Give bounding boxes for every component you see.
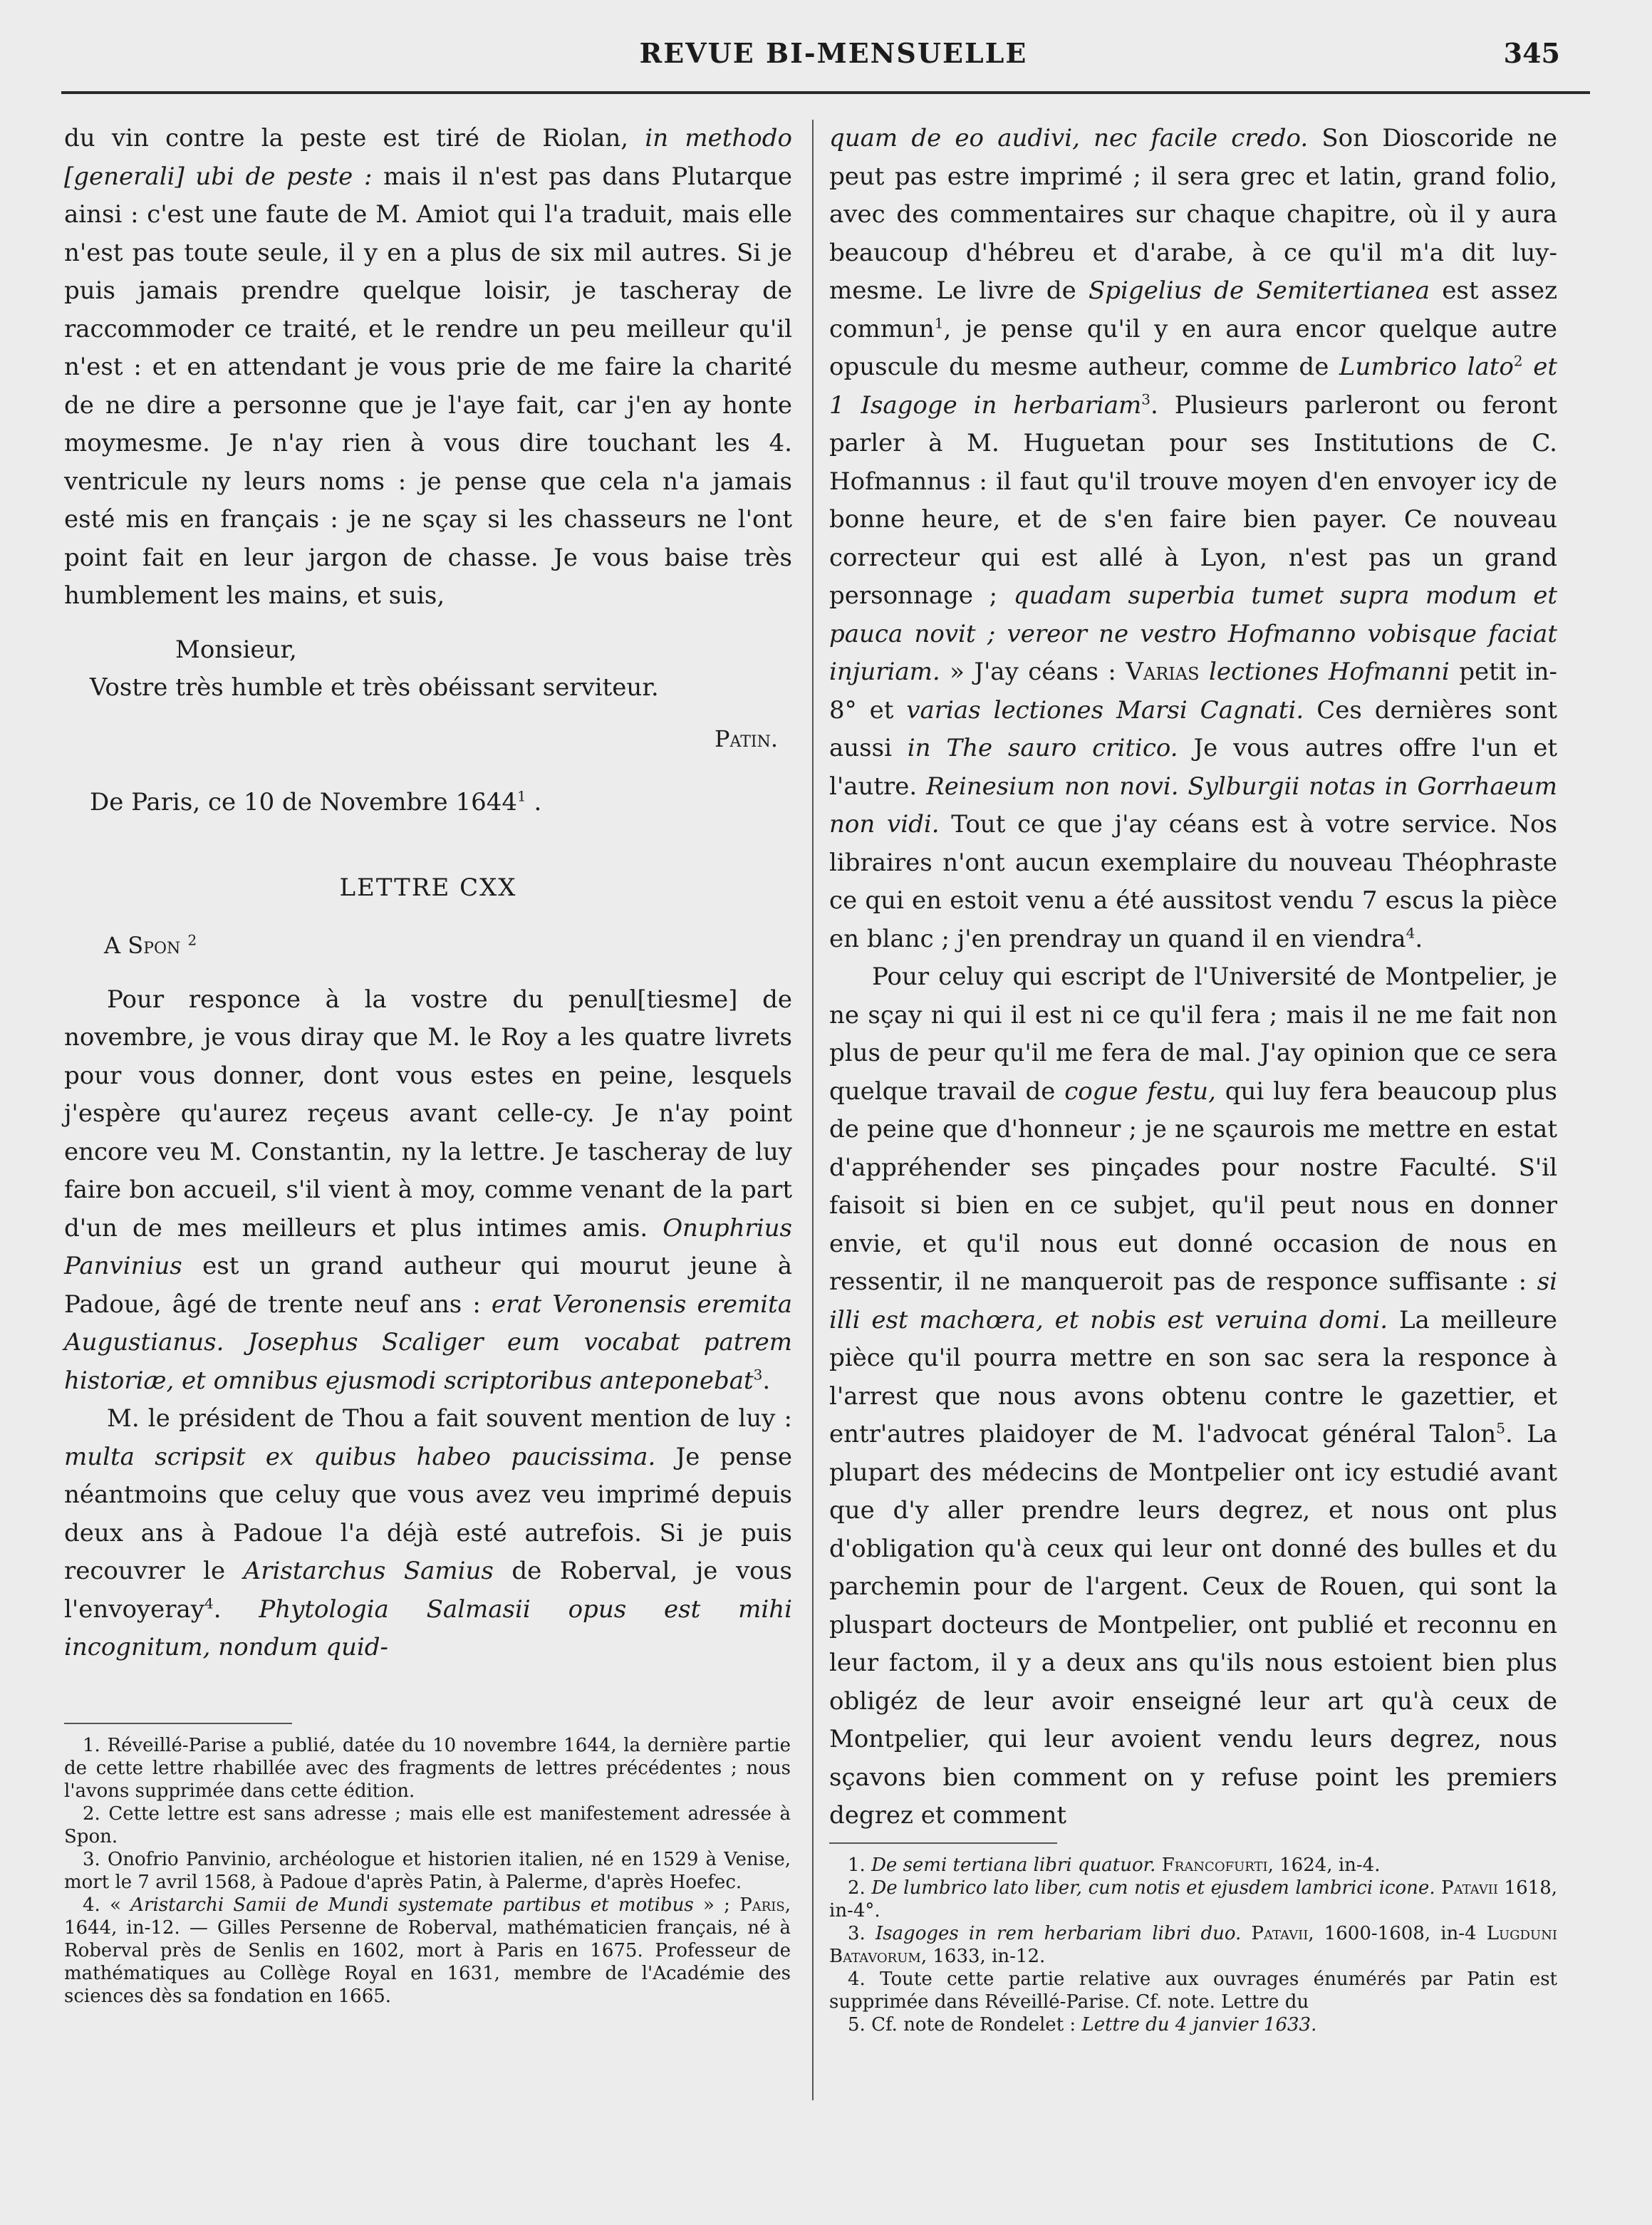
small-caps-run: Francofurti bbox=[1161, 1855, 1268, 1876]
small-caps-run: Varias bbox=[1126, 658, 1200, 686]
italic-run: Lumbrico lato bbox=[1339, 353, 1514, 381]
text-run: 2. Cette lettre est sans adresse ; mais elle est manifestement adressée à Spon. bbox=[64, 1803, 791, 1847]
text-run: Ces dernières sont aussi bbox=[829, 695, 1558, 762]
text-run: 4. Toute cette partie relative aux ouvrages énumérés par Patin est supprimée dans Réveillé-Parise. Cf. note. Lettre du bbox=[829, 1969, 1557, 2013]
text-run: est un grand autheur qui mourut jeune à Padoue, âgé de trente neuf ans : bbox=[64, 1252, 792, 1319]
text-run: . bbox=[1415, 924, 1423, 953]
addressee: A Spon $^2$ bbox=[104, 931, 197, 959]
right-column bbox=[829, 120, 1557, 1835]
paragraph bbox=[64, 981, 792, 1401]
text-run: petit in-8° et bbox=[829, 658, 1558, 725]
text-run bbox=[1523, 353, 1534, 381]
footnote-ref: 2 bbox=[187, 931, 197, 949]
running-title: REVUE BI-MENSUELLE bbox=[639, 37, 1028, 69]
text-run: 1618, in-4°. bbox=[829, 1877, 1557, 1921]
footnote-ref: 2 bbox=[1513, 352, 1523, 370]
text-run: Je vous autres offre l'un et l'autre. bbox=[829, 734, 1557, 801]
italic-run: erat Veronensis eremita Augustianus. Josephus Scaliger eum vocabat patrem historiæ, et omnibus ejusmodi scriptoribus anteponebat bbox=[64, 1290, 792, 1395]
text-run bbox=[1241, 1923, 1251, 1944]
complimentary-close: Vostre très humble et très obéissant serviteur. bbox=[90, 673, 659, 702]
text-run: mais il n'est pas dans Plutarque ainsi : c'est une faute de M. Amiot qui l'a traduit, mais elle n'est pas toute seule, il y en a plus de six mil autres. Si je puis jamais prendre quelque loisir, je tascheray de raccommoder ce traité, et le rendre un peu meilleur qu'il n'est : et en attendant je vous prie de me faire la charité de ne dire a personne que je l'aye fait, car j'en ay honte moymesme. Je n'ay rien à vous dire touchant les 4. ventricule ny leurs noms : je pense que cela n'a jamais esté mis en français : je ne sçay si les chasseurs ne l'ont point fait en leur jargon de chasse. Je vous baise très humblement les mains, et suis, bbox=[64, 162, 792, 610]
footnote-ref: 5 bbox=[1496, 1419, 1505, 1437]
letter-closing bbox=[64, 631, 792, 759]
italic-run: multa scripsit ex quibus habeo paucissima. bbox=[64, 1442, 656, 1471]
text-run: M. le président de Thou a fait souvent mention de luy : bbox=[107, 1404, 792, 1433]
text-run: Pour responce à la vostre du penul[tiesme] de novembre, je vous diray que M. le Roy a les quatre livrets pour vous donner, dont vous estes en peine, lesquels j'espère qu'aurez reçeus avant celle-cy. Je n'ay point encore veu M. Constantin, ny la lettre. Je tascheray de luy faire bon accueil, s'il vient à moy, comme venant de la part d'un de mes meilleurs et plus intimes amis. bbox=[64, 985, 792, 1243]
small-caps-run: Lugduni Batavorum bbox=[829, 1923, 1557, 1967]
left-footnotes bbox=[64, 1723, 791, 2008]
text-run: Son Dioscoride ne peut pas estre imprimé ; il sera grec et latin, grand folio, avec des commentaires sur chaque chapitre, où il y aura beaucoup d'hébreu et d'arabe, à ce qu'il m'a dit luy-mesme. Le livre de bbox=[829, 124, 1557, 305]
text-run: 1. bbox=[848, 1855, 872, 1876]
column-divider bbox=[812, 120, 814, 2100]
text-run: de Roberval, je vous l'envoyeray bbox=[64, 1557, 792, 1624]
text-run: , 1633, in-12. bbox=[920, 1946, 1046, 1967]
italic-run: Phytologia Salmasii opus est mihi incognitum, nondum quid- bbox=[64, 1594, 792, 1661]
small-caps-run: Paris bbox=[739, 1894, 785, 1916]
header-rule bbox=[61, 91, 1590, 94]
text-run: qui luy fera beaucoup plus de peine que d'honneur ; je ne sçaurois me mettre en estat d'appréhender ses pinçades pour nostre Faculté. S'il faisoit si bien en ce subjet, qu'il peut nous en donner envie, et qu'il nous eut donné occasion de nous en ressentir, il ne manqueroit pas de responce suffisante : bbox=[829, 1077, 1557, 1296]
italic-run: Aristarchi Samii de Mundi systemate partibus et motibus bbox=[130, 1894, 694, 1916]
text-run: . bbox=[762, 1366, 771, 1395]
italic-run: Lettre du 4 janvier 1633. bbox=[1081, 2014, 1317, 2035]
italic-run: si illi est machœra, et nobis est veruina domi. bbox=[829, 1267, 1557, 1334]
text-run: 2. bbox=[848, 1877, 872, 1899]
italic-run: Onuphrius Panvinius bbox=[64, 1213, 792, 1280]
italic-run: Isagoges in rem herbariam libri duo. bbox=[875, 1923, 1242, 1944]
text-run: , 1624, in-4. bbox=[1267, 1855, 1381, 1876]
footnote bbox=[829, 1922, 1557, 1968]
text-run: . bbox=[213, 1594, 259, 1624]
text-run: 4. « bbox=[83, 1894, 131, 1916]
italic-run: et 1 Isagoge in herbariam bbox=[829, 353, 1558, 420]
signature: Patin. bbox=[714, 725, 778, 752]
paragraph bbox=[64, 120, 792, 616]
page-number: 345 bbox=[1503, 37, 1560, 69]
letter-heading: LETTRE CXX bbox=[339, 873, 517, 902]
text-run: Je pense néantmoins que celuy que vous avez veu imprimé depuis deux ans à Padoue l'a déjà esté autrefois. Si je puis recouvrer le bbox=[64, 1442, 792, 1585]
salutation: Monsieur, bbox=[175, 635, 297, 664]
footnote bbox=[64, 1894, 791, 2008]
footnote bbox=[64, 1848, 791, 1894]
italic-run: Spigelius de Semitertianea bbox=[1089, 276, 1430, 305]
text-run: 1. Réveillé-Parise a publié, datée du 10 novembre 1644, la dernière partie de cette lettre rhabillée avec des fragments de lettres précédentes ; nous l'avons supprimée dans cette édition. bbox=[64, 1735, 791, 1802]
footnote-ref: 1 bbox=[517, 787, 526, 805]
text-run: , 1644, in-12. — Gilles Persenne de Roberval, mathématicien français, né à Roberval près de Senlis en 1602, mort à Paris en 1675. Professeur de mathématiques au Collège Royal en 1631, membre de l'Académie des sciences dès sa fondation en 1665. bbox=[64, 1894, 791, 2007]
italic-run: varias lectiones Marsi Cagnati. bbox=[906, 695, 1304, 725]
small-caps-run: Patavii bbox=[1251, 1923, 1309, 1944]
text-run: 3. bbox=[848, 1923, 876, 1944]
italic-run: quam de eo audivi, nec facile credo. bbox=[829, 124, 1309, 152]
footnote-ref: 3 bbox=[1141, 390, 1151, 408]
italic-run: lectiones Hofmanni bbox=[1208, 658, 1450, 686]
footnote-ref: 3 bbox=[753, 1366, 763, 1384]
running-head bbox=[64, 37, 1603, 80]
text-run: . Plusieurs parleront ou feront parler à M. Huguetan pour ses Institutions de C. Hofmannus : il faut qu'il trouve moyen d'en envoyer icy de bonne heure, et de s'en faire bien payer. Ce nouveau correcteur qui est allé à Lyon, n'est pas un grand personnage ; bbox=[829, 390, 1557, 610]
paragraph bbox=[829, 958, 1557, 1835]
text-run: Pour celuy qui escript de l'Université de Montpelier, je ne sçay ni qui il est ni ce qu'il fera ; mais il ne me fait non plus de peur qu'il me fera de mal. J'ay opinion que ce sera quelque travail de bbox=[829, 963, 1557, 1106]
text-run: . La plupart des médecins de Montpelier ont icy estudié avant que d'y aller prendre leurs degrez, et nous ont plus d'obligation qu'à ceux qui leur ont donné des bulles et du parchemin pour de l'argent. Ceux de Rouen, qui sont la pluspart docteurs de Montpelier, ont publié et reconnu en leur factom, il y a deux ans qu'ils nous estoient bien plus obligéz de leur avoir enseigné leur art qu'à ceux de Montpelier, qui leur avoient vendu leurs degrez, nous sçavons bien comment on y refuse point les premiers degrez et comment bbox=[829, 1420, 1557, 1830]
italic-run: Aristarchus Samius bbox=[243, 1557, 494, 1585]
text-run: » ; bbox=[693, 1894, 740, 1916]
italic-run: De lumbrico lato liber, cum notis et ejusdem lambrici icone. bbox=[871, 1877, 1435, 1899]
footnote-rule bbox=[64, 1723, 292, 1724]
text-run bbox=[1435, 1877, 1442, 1899]
footnote-ref: 4 bbox=[1406, 924, 1415, 942]
paragraph bbox=[64, 1400, 792, 1667]
footnote-list bbox=[64, 1734, 791, 2008]
left-column bbox=[64, 120, 792, 1667]
text-run: , 1600-1608, in-4 bbox=[1308, 1923, 1487, 1944]
text-run bbox=[1155, 1855, 1161, 1876]
footnote-ref: 1 bbox=[934, 314, 944, 332]
footnote bbox=[829, 1877, 1557, 1922]
paragraph bbox=[829, 120, 1557, 958]
text-run: » J'ay céans : bbox=[940, 658, 1126, 686]
italic-run: quadam superbia tumet supra modum et pauca novit ; vereor ne vestro Hofmanno vobisque faciat injuriam. bbox=[829, 581, 1557, 686]
dateline: De Paris, ce 10 de Novembre 1644$^1$ . bbox=[90, 787, 542, 816]
footnote bbox=[64, 1803, 791, 1848]
text-run: du vin contre la peste est tiré de Riolan, bbox=[64, 124, 645, 152]
footnote-list bbox=[829, 1854, 1557, 2036]
right-footnotes bbox=[829, 1842, 1557, 2036]
italic-run: cogue festu, bbox=[1064, 1077, 1216, 1106]
italic-run: in methodo [generali] ubi de peste : bbox=[64, 124, 792, 191]
small-caps-run: Patavii bbox=[1441, 1877, 1498, 1899]
text-run: 5. Cf. note de Rondelet : bbox=[848, 2014, 1082, 2035]
text-run: est assez commun bbox=[829, 276, 1557, 343]
footnote bbox=[829, 1854, 1557, 1877]
footnote bbox=[829, 1968, 1557, 2013]
footnote bbox=[829, 2013, 1557, 2036]
text-run bbox=[1200, 658, 1209, 686]
text-run: 3. Onofrio Panvinio, archéologue et historien italien, né en 1529 à Venise, mort le 7 avril 1568, à Padoue d'après Patin, à Palerme, d'après Hoefec. bbox=[64, 1849, 791, 1893]
footnote-rule bbox=[829, 1842, 1057, 1844]
italic-run: De semi tertiana libri quatuor. bbox=[871, 1855, 1156, 1876]
footnote-ref: 4 bbox=[204, 1594, 214, 1612]
italic-run: Reinesium non novi. Sylburgii notas in Gorrhaeum non vidi. bbox=[829, 772, 1558, 839]
text-run: La meilleure pièce qu'il pourra mettre en son sac sera la responce à l'arrest que nous avons obtenu contre le gazettier, et entr'autres plaidoyer de M. l'advocat général Talon bbox=[829, 1305, 1557, 1448]
italic-run: in The sauro critico. bbox=[907, 734, 1178, 762]
text-run: Tout ce que j'ay céans est à votre service. Nos libraires n'ont aucun exemplaire du nouveau Théophraste ce qui en estoit venu a été aussitost vendu 7 escus la pièce en blanc ; j'en prendray un quand il en viendra bbox=[829, 810, 1557, 953]
text-run: , je pense qu'il y en aura encor quelque autre opuscule du mesme autheur, comme de bbox=[829, 314, 1557, 381]
footnote bbox=[64, 1734, 791, 1803]
